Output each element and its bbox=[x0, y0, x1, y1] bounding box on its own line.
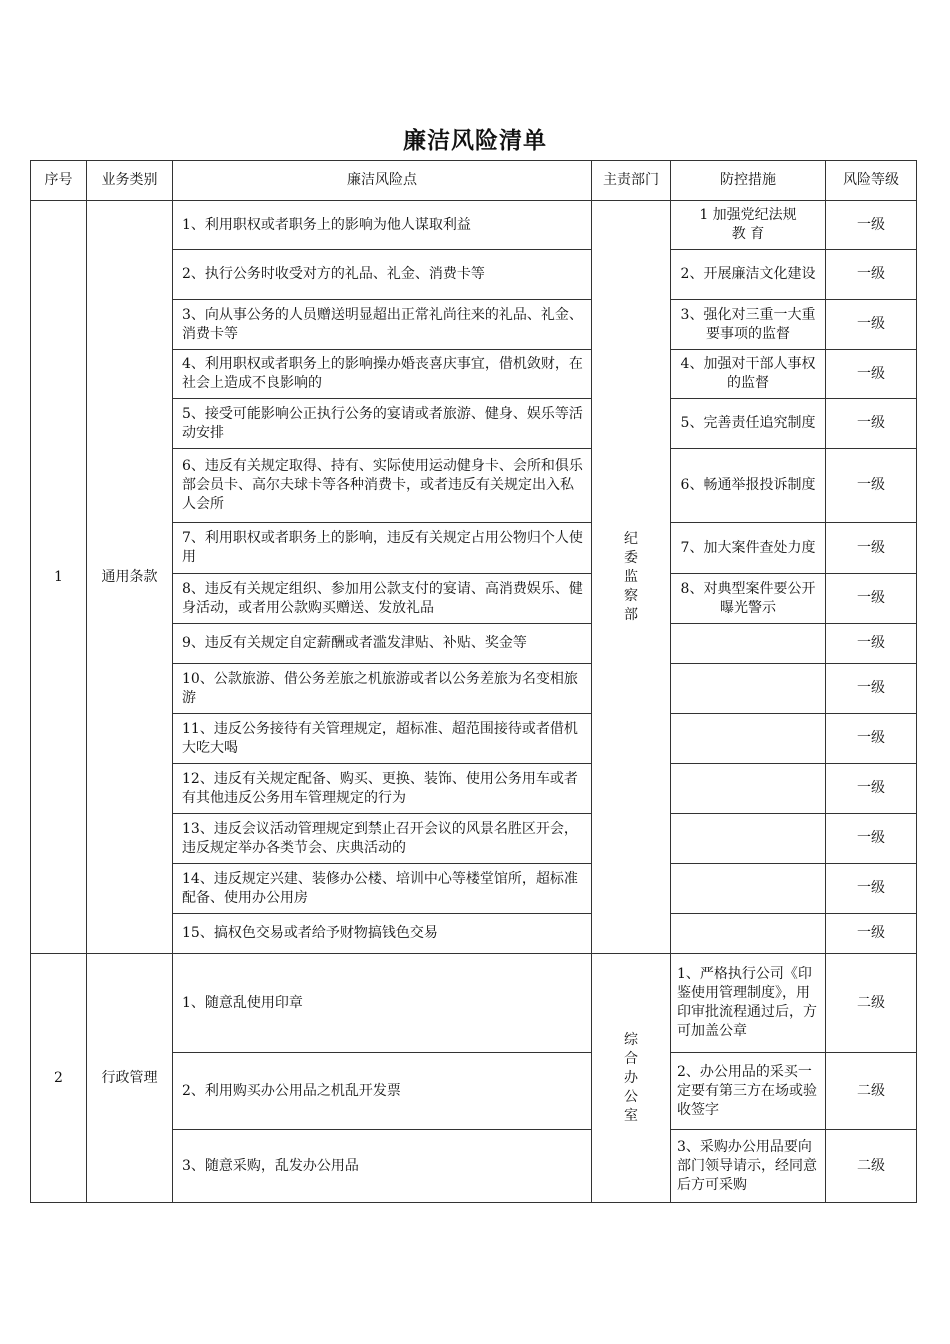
risk-level: 一级 bbox=[826, 764, 917, 814]
risk-level: 一级 bbox=[826, 814, 917, 864]
risk-level: 一级 bbox=[826, 250, 917, 300]
risk-level: 一级 bbox=[826, 449, 917, 523]
measure bbox=[671, 764, 826, 814]
risk-level: 一级 bbox=[826, 864, 917, 914]
group-category: 通用条款 bbox=[87, 201, 173, 954]
risk-point: 10、公款旅游、借公务差旅之机旅游或者以公务差旅为名变相旅游 bbox=[173, 664, 592, 714]
header-risk: 廉洁风险点 bbox=[173, 161, 592, 201]
measure: 6、畅通举报投诉制度 bbox=[671, 449, 826, 523]
measure bbox=[671, 914, 826, 954]
group-number: 2 bbox=[31, 954, 87, 1203]
measure: 3、采购办公用品要向部门领导请示，经同意后方可采购 bbox=[671, 1130, 826, 1203]
risk-level: 一级 bbox=[826, 714, 917, 764]
header-measure: 防控措施 bbox=[671, 161, 826, 201]
group-department: 纪委监察部 bbox=[592, 201, 671, 954]
measure: 8、对典型案件要公开曝光警示 bbox=[671, 574, 826, 624]
risk-point: 9、违反有关规定自定薪酬或者滥发津贴、补贴、奖金等 bbox=[173, 624, 592, 664]
risk-point: 3、向从事公务的人员赠送明显超出正常礼尚往来的礼品、礼金、消费卡等 bbox=[173, 300, 592, 350]
group-department: 综合办公室 bbox=[592, 954, 671, 1203]
header-level: 风险等级 bbox=[826, 161, 917, 201]
table-row bbox=[31, 954, 917, 1053]
measure: 4、加强对干部人事权的监督 bbox=[671, 350, 826, 399]
measure: 2、开展廉洁文化建设 bbox=[671, 250, 826, 300]
risk-level: 一级 bbox=[826, 201, 917, 250]
risk-point: 2、执行公务时收受对方的礼品、礼金、消费卡等 bbox=[173, 250, 592, 300]
measure: 5、完善责任追究制度 bbox=[671, 399, 826, 449]
risk-level: 一级 bbox=[826, 300, 917, 350]
risk-point: 3、随意采购，乱发办公用品 bbox=[173, 1130, 592, 1203]
header-department: 主责部门 bbox=[592, 161, 671, 201]
header-no: 序号 bbox=[31, 161, 87, 201]
measure: 1 加强党纪法规 教 育 bbox=[671, 201, 826, 250]
risk-level: 二级 bbox=[826, 954, 917, 1053]
table-row bbox=[31, 201, 917, 250]
risk-level: 二级 bbox=[826, 1130, 917, 1203]
risk-level: 一级 bbox=[826, 523, 917, 574]
risk-level: 一级 bbox=[826, 624, 917, 664]
measure: 7、加大案件查处力度 bbox=[671, 523, 826, 574]
risk-point: 11、违反公务接待有关管理规定，超标准、超范围接待或者借机大吃大喝 bbox=[173, 714, 592, 764]
risk-point: 4、利用职权或者职务上的影响操办婚丧喜庆事宜，借机敛财，在社会上造成不良影响的 bbox=[173, 350, 592, 399]
risk-point: 8、违反有关规定组织、参加用公款支付的宴请、高消费娱乐、健身活动，或者用公款购买赠送、发放礼品 bbox=[173, 574, 592, 624]
risk-point: 2、利用购买办公用品之机乱开发票 bbox=[173, 1053, 592, 1130]
risk-level: 一级 bbox=[826, 664, 917, 714]
measure bbox=[671, 664, 826, 714]
risk-level: 一级 bbox=[826, 399, 917, 449]
risk-level: 二级 bbox=[826, 1053, 917, 1130]
risk-point: 12、违反有关规定配备、购买、更换、装饰、使用公务用车或者有其他违反公务用车管理规定的行为 bbox=[173, 764, 592, 814]
header-category: 业务类别 bbox=[87, 161, 173, 201]
measure: 2、办公用品的采买一定要有第三方在场或验收签字 bbox=[671, 1053, 826, 1130]
risk-table bbox=[30, 160, 917, 1203]
risk-point: 5、接受可能影响公正执行公务的宴请或者旅游、健身、娱乐等活动安排 bbox=[173, 399, 592, 449]
risk-point: 14、违反规定兴建、装修办公楼、培训中心等楼堂馆所，超标准配备、使用办公用房 bbox=[173, 864, 592, 914]
measure bbox=[671, 864, 826, 914]
measure bbox=[671, 624, 826, 664]
risk-level: 一级 bbox=[826, 350, 917, 399]
group-category: 行政管理 bbox=[87, 954, 173, 1203]
risk-level: 一级 bbox=[826, 574, 917, 624]
risk-point: 13、违反会议活动管理规定到禁止召开会议的风景名胜区开会，违反规定举办各类节会、庆典活动的 bbox=[173, 814, 592, 864]
risk-point: 6、违反有关规定取得、持有、实际使用运动健身卡、会所和俱乐部会员卡、高尔夫球卡等各种消费卡，或者违反有关规定出入私人会所 bbox=[173, 449, 592, 523]
page-title: 廉洁风险清单 bbox=[403, 128, 547, 154]
header-row bbox=[31, 161, 917, 201]
measure bbox=[671, 814, 826, 864]
risk-point: 15、搞权色交易或者给予财物搞钱色交易 bbox=[173, 914, 592, 954]
risk-level: 一级 bbox=[826, 914, 917, 954]
risk-point: 1、随意乱使用印章 bbox=[173, 954, 592, 1053]
measure: 1、严格执行公司《印鉴使用管理制度》，用印审批流程通过后，方可加盖公章 bbox=[671, 954, 826, 1053]
risk-point: 7、利用职权或者职务上的影响，违反有关规定占用公物归个人使用 bbox=[173, 523, 592, 574]
measure: 3、强化对三重一大重要事项的监督 bbox=[671, 300, 826, 350]
measure bbox=[671, 714, 826, 764]
group-number: 1 bbox=[31, 201, 87, 954]
risk-point: 1、利用职权或者职务上的影响为他人谋取利益 bbox=[173, 201, 592, 250]
